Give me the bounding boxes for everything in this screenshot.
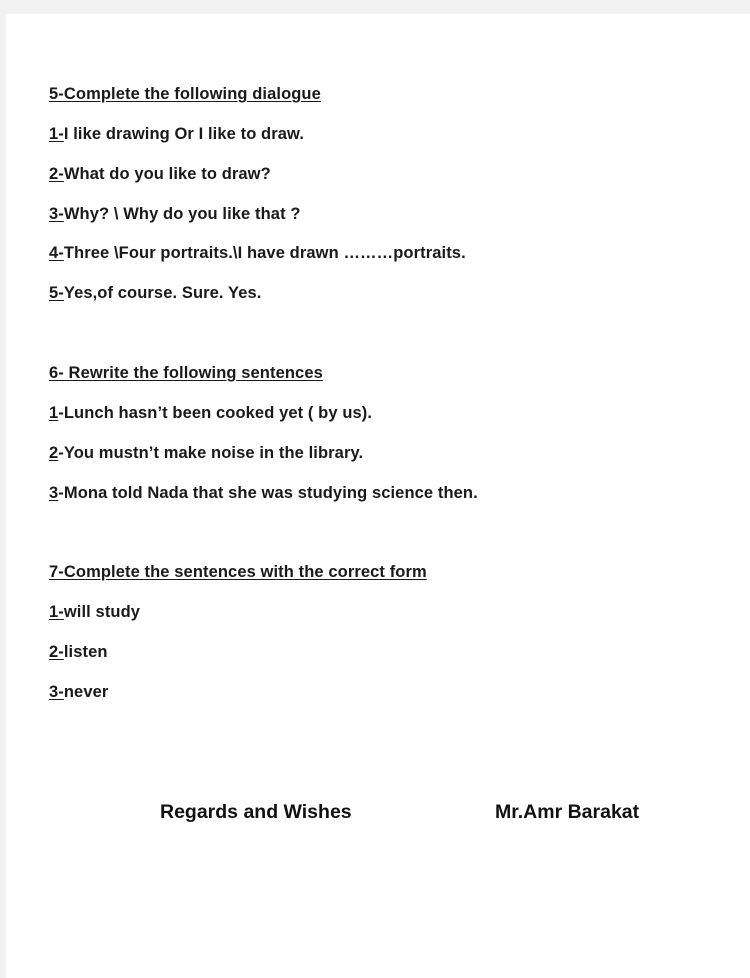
section-7-item-2 — [49, 642, 108, 662]
footer-author: Mr.Amr Barakat — [495, 801, 640, 823]
item-number: 5- — [49, 284, 64, 302]
section-5-item-2 — [49, 164, 271, 184]
item-text: never — [63, 683, 109, 701]
item-text: will study — [63, 603, 141, 621]
item-number: 4- — [49, 244, 64, 262]
item-number: 3- — [49, 205, 64, 223]
section-5-item-1 — [49, 124, 304, 144]
item-text: Why? \ Why do you like that ? — [63, 205, 301, 223]
section-7-item-1 — [49, 602, 140, 622]
section-6-item-2 — [49, 443, 363, 463]
section-5-item-3 — [49, 204, 301, 224]
item-text: listen — [63, 643, 108, 661]
item-number: 2- — [49, 165, 64, 183]
item-text: -You mustn’t make noise in the library. — [58, 444, 364, 462]
item-text: Three \Four portraits.\I have drawn ………portraits. — [63, 244, 466, 262]
section-7-heading: 7-Complete the sentences with the correct form — [49, 563, 427, 581]
item-text: Yes,of course. Sure. Yes. — [63, 284, 262, 302]
footer-regards: Regards and Wishes — [160, 801, 352, 823]
item-number: 1- — [49, 603, 64, 621]
item-number: 1 — [49, 404, 59, 422]
section-5-item-5 — [49, 283, 261, 303]
item-number: 3 — [49, 484, 59, 502]
item-number: 2 — [49, 444, 59, 462]
item-number: 3- — [49, 683, 64, 701]
section-7-item-3 — [49, 682, 108, 702]
item-text: I like drawing Or I like to draw. — [63, 125, 305, 143]
item-text: What do you like to draw? — [63, 165, 271, 183]
section-6-item-1 — [49, 403, 372, 423]
section-6-item-3 — [49, 483, 478, 503]
item-number: 2- — [49, 643, 64, 661]
section-6-heading: 6- Rewrite the following sentences — [49, 364, 323, 382]
document-page — [6, 14, 750, 978]
item-number: 1- — [49, 125, 64, 143]
item-text: -Lunch hasn’t been cooked yet ( by us). — [58, 404, 373, 422]
item-text: -Mona told Nada that she was studying science then. — [58, 484, 478, 502]
section-5-heading: 5-Complete the following dialogue — [49, 85, 321, 103]
section-5-item-4 — [49, 243, 466, 263]
